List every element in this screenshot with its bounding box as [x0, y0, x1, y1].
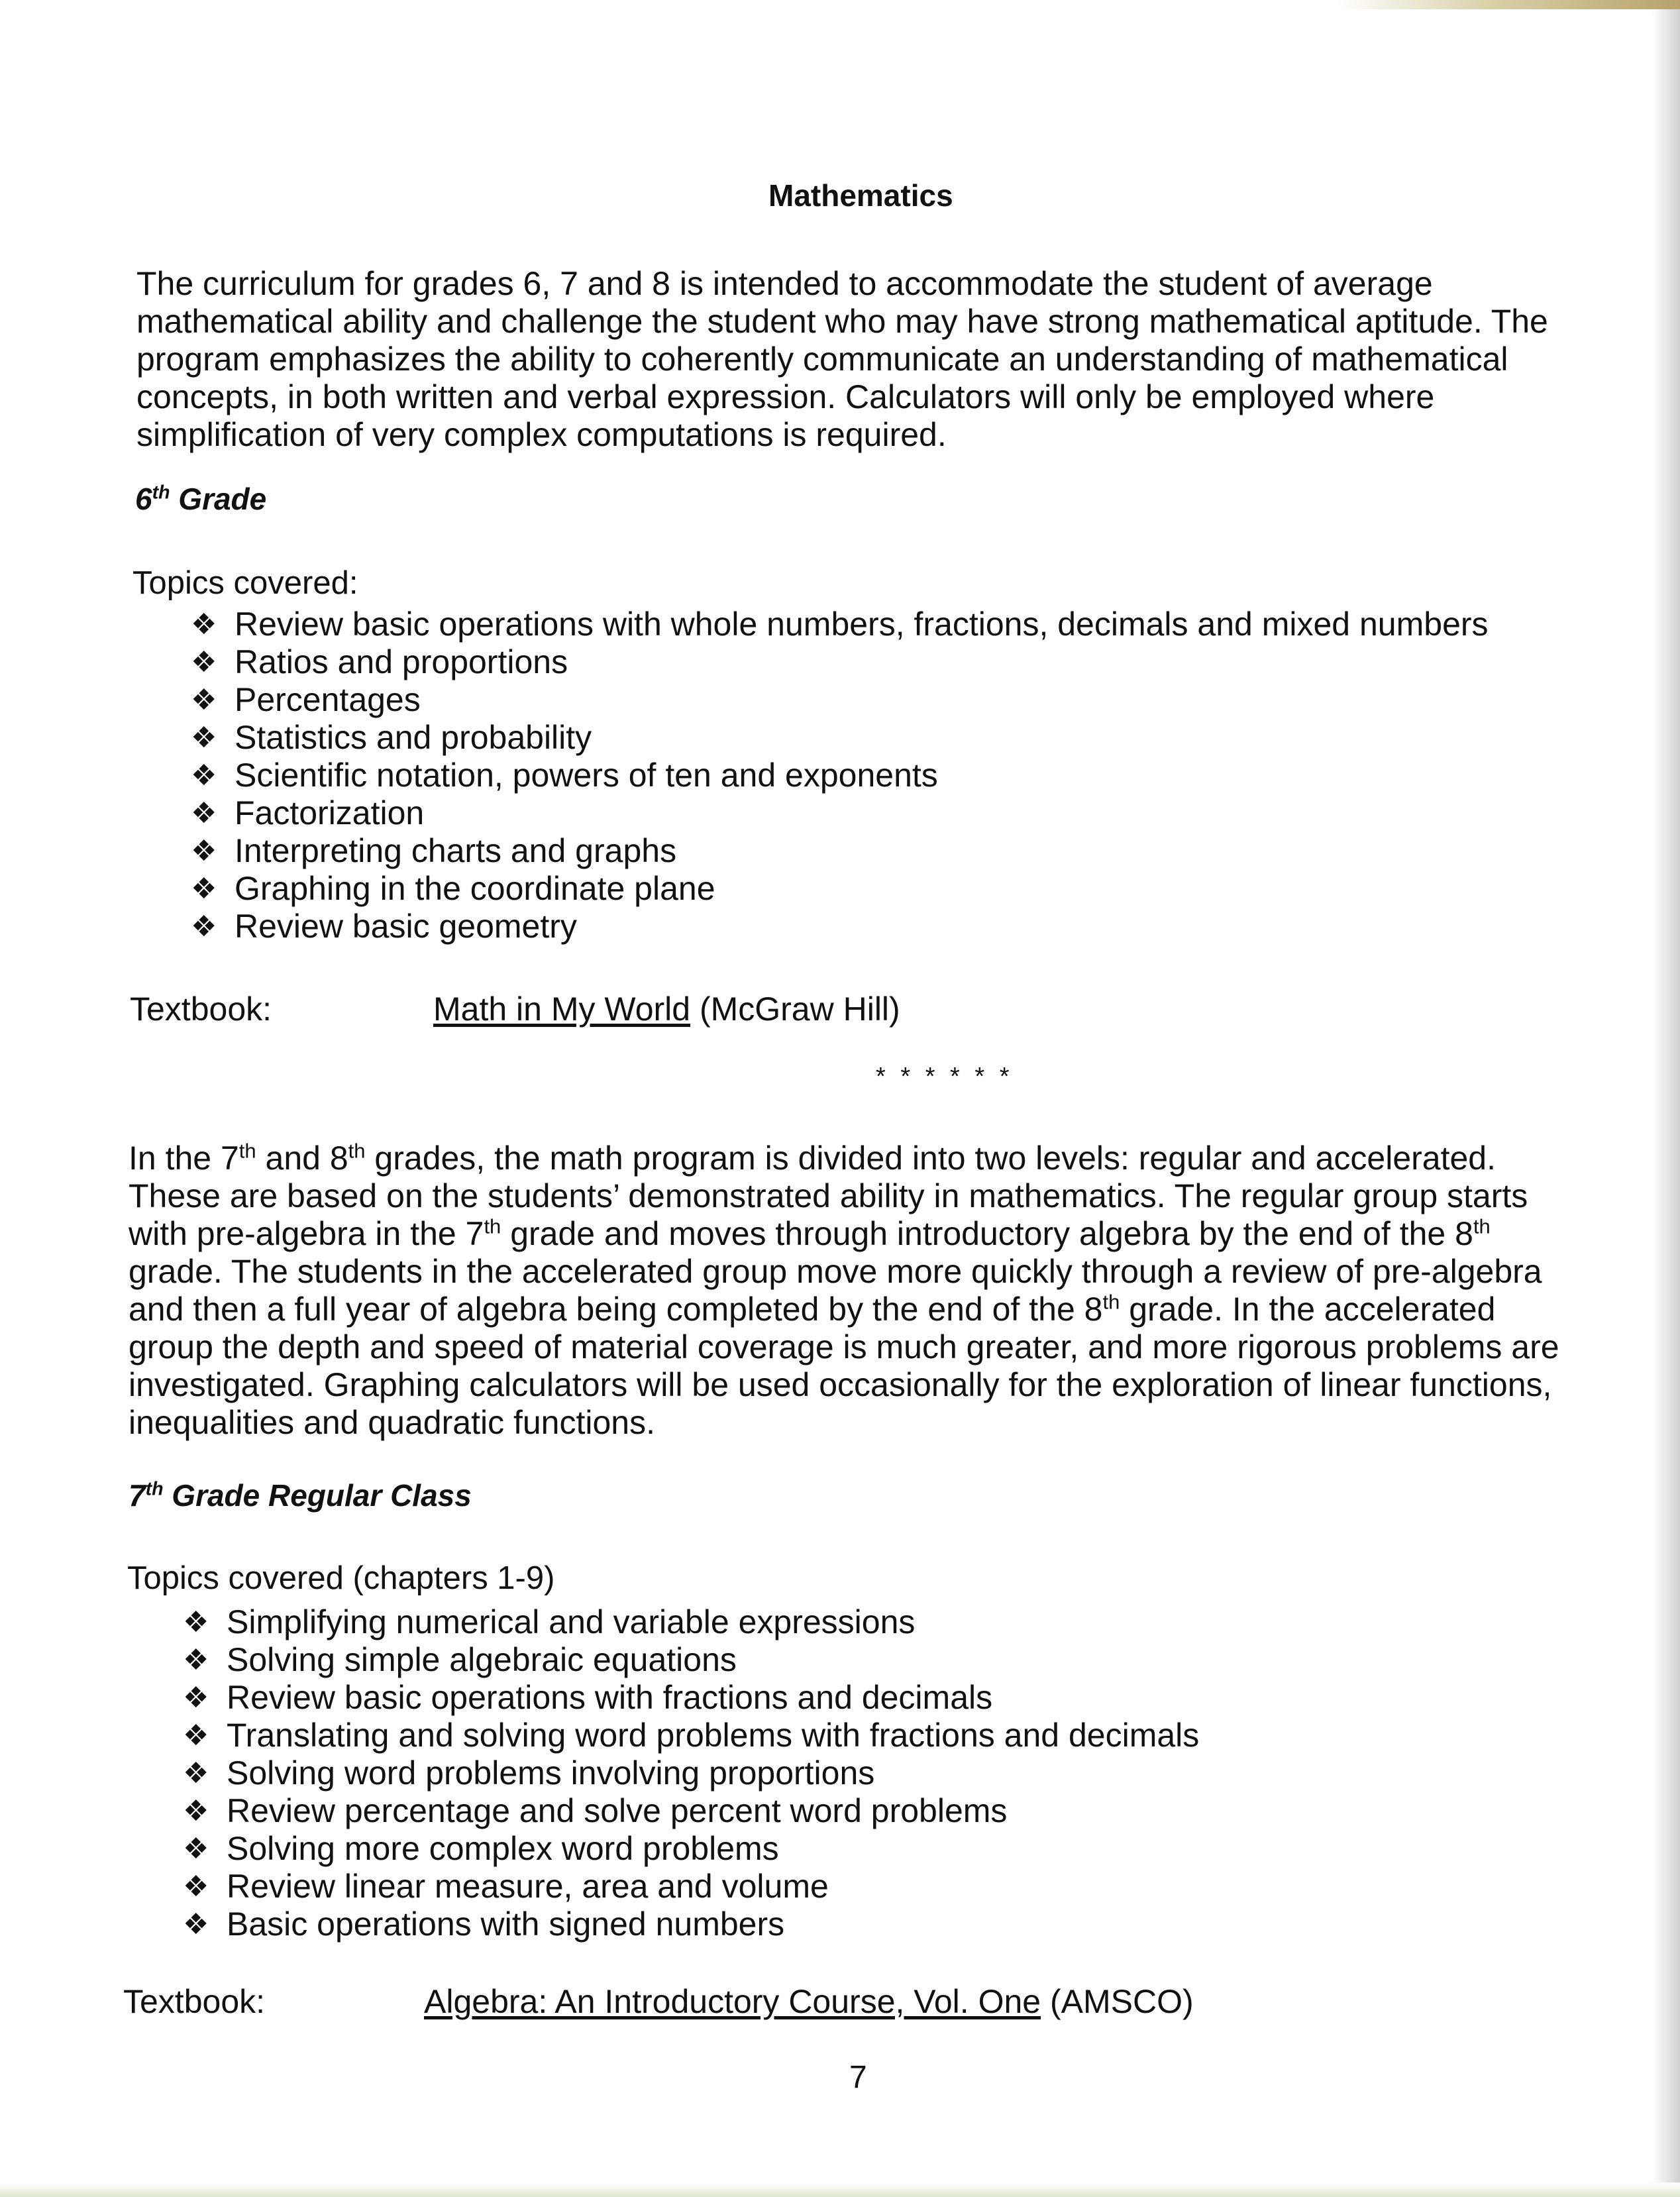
- bullet-diamond-icon: ❖: [183, 1870, 209, 1903]
- levels-text: grade. In the accelerated: [1120, 1291, 1496, 1328]
- grade7-topics-list: [183, 1603, 1199, 1943]
- topic-text: Scientific notation, powers of ten and exponents: [235, 757, 938, 794]
- grade7-textbook: [123, 1982, 1249, 2022]
- bullet-diamond-icon: ❖: [183, 1833, 209, 1865]
- page-title: Mathematics: [768, 178, 953, 213]
- bullet-diamond-icon: ❖: [183, 1908, 209, 1941]
- intro-line: concepts, in both written and verbal expression. Calculators will only be employed where: [136, 378, 1435, 415]
- list-item: [183, 1830, 1199, 1868]
- levels-text: and 8: [256, 1140, 348, 1177]
- levels-line: group the depth and speed of material coverage is much greater, and more rigorous problems are: [129, 1328, 1559, 1366]
- grade6-heading: [135, 481, 266, 517]
- grade7-heading-text: Grade Regular Class: [163, 1478, 472, 1513]
- bullet-diamond-icon: ❖: [183, 1757, 209, 1790]
- topic-text: Solving simple algebraic equations: [227, 1641, 737, 1678]
- bullet-diamond-icon: ❖: [191, 797, 217, 830]
- ordinal-suffix: th: [238, 1139, 256, 1163]
- levels-text: In the 7: [129, 1140, 239, 1177]
- ordinal-suffix: th: [484, 1214, 501, 1238]
- topic-text: Percentages: [235, 681, 421, 718]
- list-item: [191, 757, 1489, 794]
- intro-line: program emphasizes the ability to coherently communicate an understanding of mathematical: [136, 341, 1508, 378]
- textbook-label: Textbook:: [130, 991, 272, 1028]
- list-item: [183, 1603, 1199, 1641]
- topic-text: Solving more complex word problems: [227, 1830, 779, 1867]
- bullet-diamond-icon: ❖: [191, 835, 217, 867]
- list-item: [183, 1905, 1199, 1943]
- levels-line: [129, 1215, 1559, 1253]
- grade7-topics-label: Topics covered (chapters 1-9): [127, 1560, 555, 1596]
- levels-text: with pre-algebra in the 7: [129, 1215, 484, 1252]
- levels-line: inequalities and quadratic functions.: [129, 1404, 655, 1441]
- topic-text: Review percentage and solve percent word problems: [227, 1792, 1008, 1829]
- levels-line: investigated. Graphing calculators will be used occasionally for the exploration of linear functions,: [129, 1366, 1552, 1403]
- textbook-title: Math in My World: [433, 991, 691, 1028]
- grade6-topics-label: Topics covered:: [132, 565, 358, 601]
- section-separator: * * * * * *: [876, 1063, 1014, 1091]
- intro-paragraph: [136, 265, 1548, 454]
- levels-line: These are based on the students’ demonstrated ability in mathematics. The regular group starts: [129, 1177, 1528, 1214]
- bullet-diamond-icon: ❖: [183, 1719, 209, 1752]
- textbook-value: [424, 1982, 1194, 2021]
- bullet-diamond-icon: ❖: [191, 608, 217, 641]
- intro-line: The curriculum for grades 6, 7 and 8 is intended to accommodate the student of average: [136, 265, 1433, 302]
- grade6-topics-list: [191, 606, 1489, 945]
- list-item: [191, 643, 1489, 681]
- grade6-heading-text: Grade: [170, 482, 267, 516]
- list-item: [191, 832, 1489, 870]
- list-item: [183, 1717, 1199, 1754]
- list-item: [191, 908, 1489, 945]
- topic-text: Solving word problems involving proportions: [227, 1754, 875, 1792]
- ordinal-suffix: th: [1102, 1290, 1120, 1314]
- intro-line: simplification of very complex computations is required.: [136, 416, 947, 453]
- topic-text: Simplifying numerical and variable expressions: [227, 1603, 916, 1640]
- grade7-heading-number: 7: [129, 1478, 146, 1513]
- list-item: [183, 1792, 1199, 1830]
- page-number: 7: [849, 2060, 867, 2095]
- scan-edge-bottom: [0, 2182, 1680, 2197]
- textbook-value: [433, 990, 900, 1028]
- list-item: [183, 1868, 1199, 1905]
- levels-text: grades, the math program is divided into two levels: regular and accelerated.: [365, 1140, 1496, 1177]
- topic-text: Statistics and probability: [235, 719, 592, 756]
- list-item: [183, 1754, 1199, 1792]
- bullet-diamond-icon: ❖: [183, 1606, 209, 1638]
- ordinal-suffix: th: [348, 1139, 366, 1163]
- levels-paragraph: [129, 1140, 1559, 1442]
- topic-text: Translating and solving word problems with fractions and decimals: [227, 1717, 1200, 1754]
- textbook-publisher: (McGraw Hill): [690, 991, 900, 1028]
- textbook-label: Textbook:: [123, 1983, 266, 2020]
- topic-text: Factorization: [235, 794, 425, 831]
- ordinal-suffix: th: [1473, 1214, 1491, 1238]
- list-item: [183, 1679, 1199, 1717]
- list-item: [191, 794, 1489, 832]
- bullet-diamond-icon: ❖: [191, 759, 217, 792]
- grade6-heading-suffix: th: [152, 482, 170, 504]
- levels-line: [129, 1140, 1559, 1177]
- bullet-diamond-icon: ❖: [191, 684, 217, 716]
- list-item: [191, 606, 1489, 643]
- topic-text: Review basic operations with whole numbers, fractions, decimals and mixed numbers: [235, 606, 1489, 643]
- grade7-heading: [129, 1477, 472, 1513]
- scan-edge-right: [1652, 0, 1680, 2197]
- bullet-diamond-icon: ❖: [191, 873, 217, 905]
- list-item: [191, 719, 1489, 757]
- topic-text: Basic operations with signed numbers: [227, 1905, 785, 1943]
- intro-line: mathematical ability and challenge the student who may have strong mathematical aptitude. The: [136, 303, 1548, 340]
- topic-text: Review basic operations with fractions and decimals: [227, 1679, 993, 1716]
- bullet-diamond-icon: ❖: [183, 1795, 209, 1827]
- grade6-textbook: [130, 990, 991, 1030]
- list-item: [191, 870, 1489, 908]
- topic-text: Graphing in the coordinate plane: [235, 870, 715, 907]
- scan-edge-top: [1336, 0, 1680, 9]
- bullet-diamond-icon: ❖: [191, 910, 217, 943]
- list-item: [191, 681, 1489, 719]
- bullet-diamond-icon: ❖: [191, 722, 217, 754]
- bullet-diamond-icon: ❖: [183, 1682, 209, 1714]
- levels-text: and then a full year of algebra being completed by the end of the 8: [129, 1291, 1103, 1328]
- grade6-heading-number: 6: [135, 482, 152, 516]
- textbook-publisher: (AMSCO): [1041, 1983, 1194, 2020]
- levels-line: [129, 1291, 1559, 1328]
- topic-text: Review linear measure, area and volume: [227, 1868, 829, 1905]
- topic-text: Ratios and proportions: [235, 643, 568, 680]
- grade7-heading-suffix: th: [145, 1478, 164, 1500]
- levels-line: grade. The students in the accelerated group move more quickly through a review of pre-algebra: [129, 1253, 1542, 1290]
- bullet-diamond-icon: ❖: [191, 646, 217, 678]
- list-item: [183, 1641, 1199, 1679]
- topic-text: Review basic geometry: [235, 908, 577, 945]
- bullet-diamond-icon: ❖: [183, 1644, 209, 1676]
- levels-text: grade and moves through introductory algebra by the end of the 8: [501, 1215, 1473, 1252]
- topic-text: Interpreting charts and graphs: [235, 832, 677, 869]
- textbook-title: Algebra: An Introductory Course, Vol. One: [424, 1983, 1041, 2020]
